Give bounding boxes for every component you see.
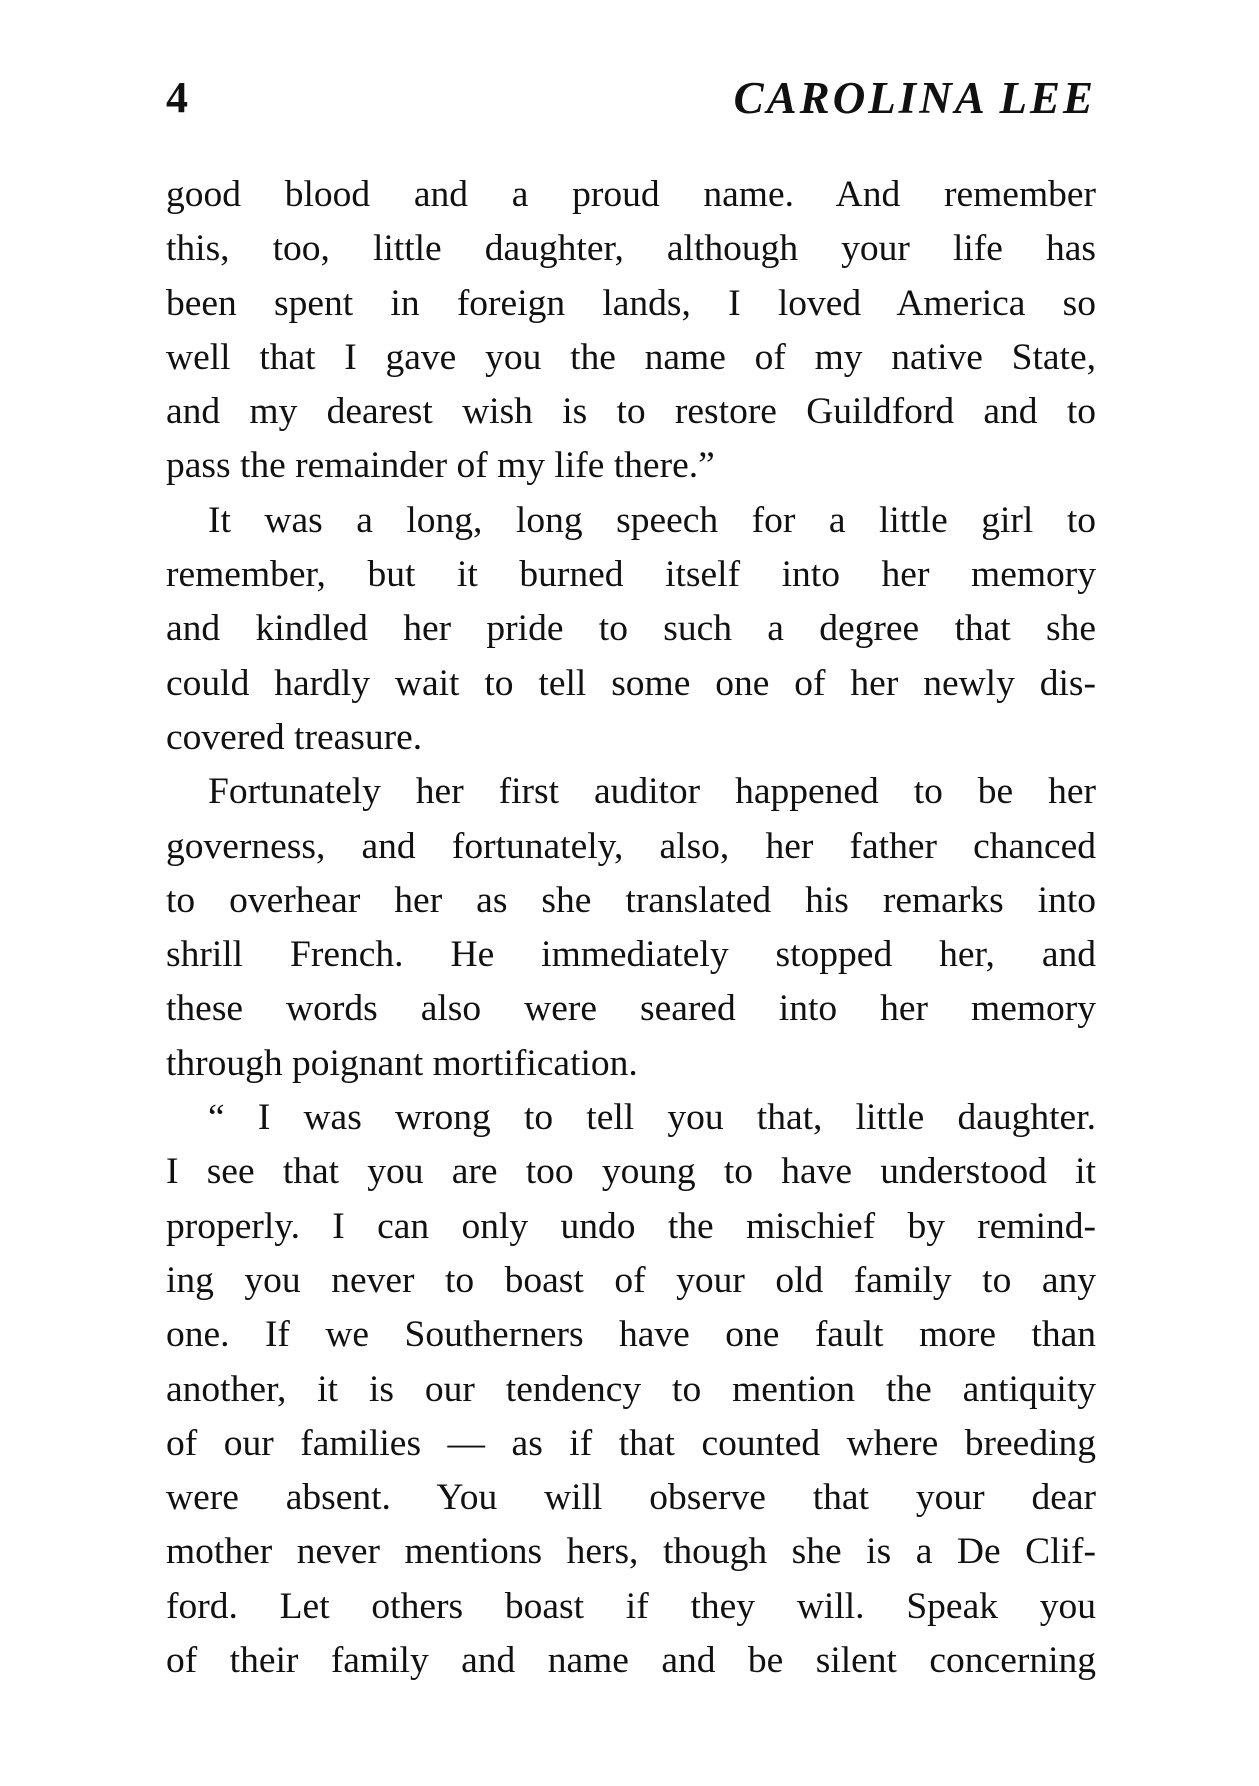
text-line: could hardly wait to tell some one of her newly dis-	[166, 662, 1096, 704]
text-line: properly. I can only undo the mischief by remind-	[166, 1205, 1096, 1247]
text-line: to overhear her as she translated his remarks into	[166, 879, 1096, 921]
paragraph	[166, 765, 1096, 1091]
text-line: shrill French. He immediately stopped her, and	[166, 934, 1096, 976]
text-line: ford. Let others boast if they will. Speak you	[166, 1585, 1096, 1627]
text-line: these words also were seared into her memory	[166, 988, 1096, 1030]
text-line: were absent. You will observe that your dear	[166, 1477, 1096, 1519]
paragraph	[166, 494, 1096, 765]
text-line: governess, and fortunately, also, her father chanced	[166, 825, 1096, 867]
running-head	[166, 68, 1096, 128]
text-line: through poignant mortification.	[166, 1042, 638, 1084]
text-line: been spent in foreign lands, I loved America so	[166, 282, 1096, 324]
text-line: of our families — as if that counted where breeding	[166, 1422, 1096, 1464]
text-line: I see that you are too young to have understood it	[166, 1151, 1096, 1193]
text-line: good blood and a proud name. And remember	[166, 174, 1096, 215]
text-line: of their family and name and be silent concerning	[166, 1640, 1096, 1682]
text-line: well that I gave you the name of my native State,	[166, 336, 1096, 378]
text-line: remember, but it burned itself into her memory	[166, 554, 1096, 596]
text-line: another, it is our tendency to mention the antiquity	[166, 1368, 1096, 1410]
text-line: and my dearest wish is to restore Guildford and to	[166, 391, 1096, 433]
text-line: Fortunately her first auditor happened to be her	[208, 771, 1096, 813]
running-title: CAROLINA LEE	[733, 73, 1096, 123]
text-line: this, too, little daughter, although your life has	[166, 228, 1096, 270]
text-line: ing you never to boast of your old family to any	[166, 1259, 1096, 1301]
text-line: and kindled her pride to such a degree that she	[166, 608, 1096, 650]
text-line: pass the remainder of my life there.”	[166, 445, 715, 487]
text-line: one. If we Southerners have one fault more than	[166, 1314, 1096, 1356]
text-line: “ I was wrong to tell you that, little daughter.	[208, 1097, 1096, 1139]
text-line: It was a long, long speech for a little girl to	[208, 499, 1096, 541]
page-number: 4	[166, 73, 188, 122]
text-line: mother never mentions hers, though she is a De Clif-	[166, 1531, 1096, 1573]
paragraph	[166, 1091, 1096, 1688]
paragraph	[166, 168, 1096, 494]
body-text	[166, 168, 1096, 1688]
text-line: covered treasure.	[166, 716, 423, 758]
